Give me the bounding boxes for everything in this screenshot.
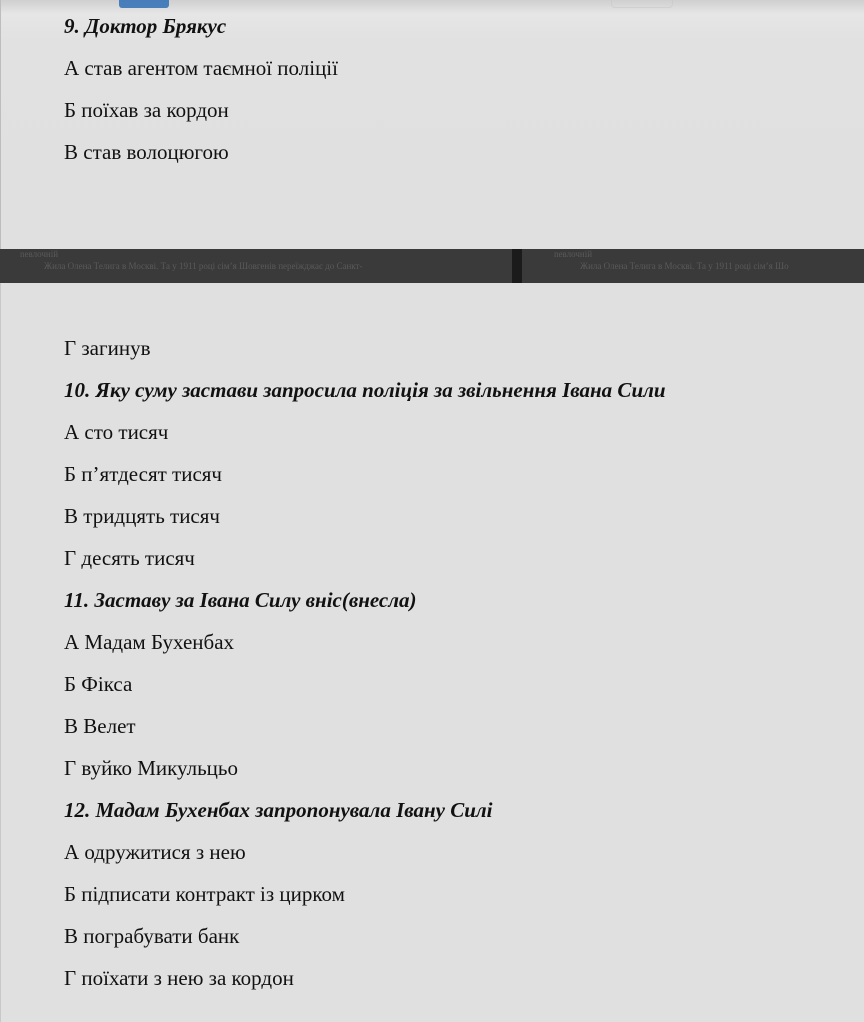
ghost-column-right xyxy=(522,249,864,283)
option-c: В тридцять тисяч xyxy=(64,504,220,528)
option-a: А одружитися з нею xyxy=(64,840,246,864)
overlapping-screenshot-strip xyxy=(0,249,864,283)
option-c: В Велет xyxy=(64,714,136,738)
option-a: А сто тисяч xyxy=(64,420,169,444)
quiz-page-top xyxy=(0,0,864,249)
ghost-text: neвлочній xyxy=(20,249,59,259)
option-b: Б поїхав за кордон xyxy=(64,98,229,122)
ghost-text: neвлочній xyxy=(554,249,593,259)
option-a: А Мадам Бухенбах xyxy=(64,630,235,654)
option-c: В пограбувати банк xyxy=(64,924,240,948)
quiz-page-bottom xyxy=(0,283,864,1022)
option-d: Г вуйко Микульцьо xyxy=(64,756,238,780)
option-b: Б Фікса xyxy=(64,672,133,696)
option-b: Б п’ятдесят тисяч xyxy=(64,462,222,486)
option-d: Г загинув xyxy=(64,336,151,360)
ghost-column-left xyxy=(0,249,512,283)
ghost-text: Жила Олена Телига в Москві. Та у 1911 році сім’я Шо xyxy=(580,261,789,271)
column-divider xyxy=(512,249,522,283)
question-9: 9. Доктор Брякус xyxy=(64,14,227,38)
option-d: Г поїхати з нею за кордон xyxy=(64,966,294,990)
toolbar-button-partial[interactable] xyxy=(119,0,169,8)
question-12: 12. Мадам Бухенбах запропонувала Івану Силі xyxy=(64,798,493,822)
question-10: 10. Яку суму застави запросила поліція за звільнення Івана Сили xyxy=(64,378,666,402)
option-c: В став волоцюгою xyxy=(64,140,229,164)
toolbar-outline-partial xyxy=(611,0,673,8)
question-11: 11. Заставу за Івана Силу вніс(внесла) xyxy=(64,588,417,612)
option-a: А став агентом таємної поліції xyxy=(64,56,338,80)
ghost-text: Жила Олена Телига в Москві. Та у 1911 році сім’я Шовгенів переїжджає до Санкт- xyxy=(44,261,363,271)
option-d: Г десять тисяч xyxy=(64,546,195,570)
option-b: Б підписати контракт із цирком xyxy=(64,882,345,906)
